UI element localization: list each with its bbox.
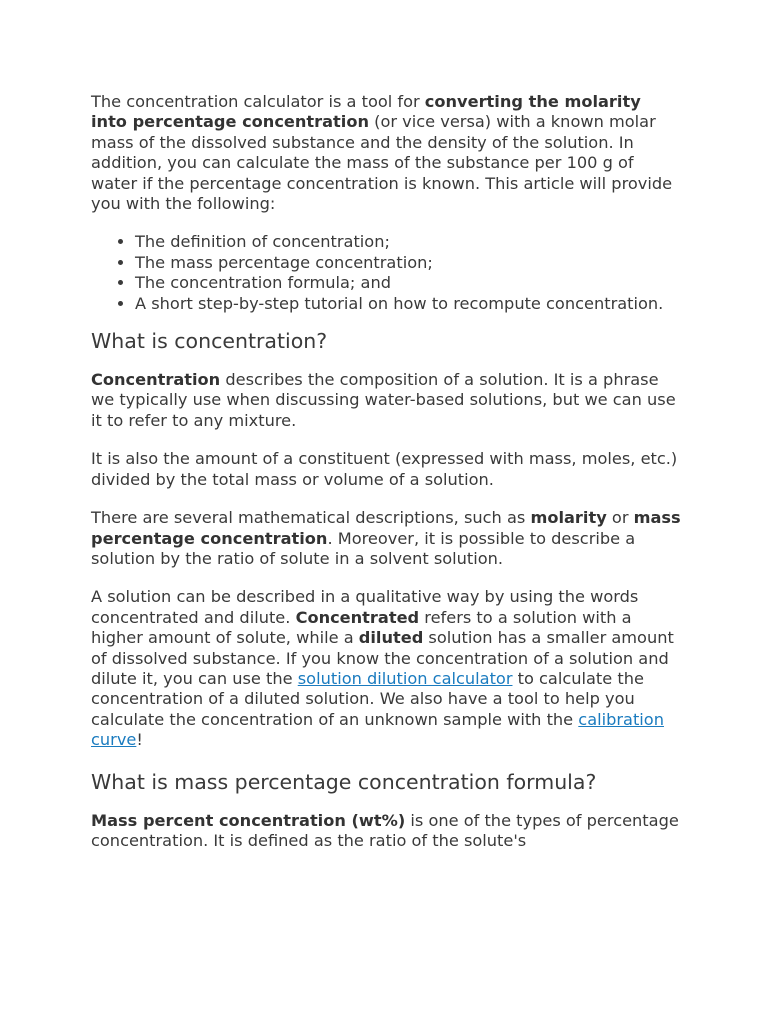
paragraph-constituent: It is also the amount of a constituent (expressed with mass, moles, etc.) divided by the total mass or volume of a solution. bbox=[91, 449, 678, 489]
paragraph-text: . Moreover, it is possible to describe a solution by the ratio of solute in a solvent solution. bbox=[91, 528, 636, 568]
bold-term-molarity: molarity bbox=[530, 508, 607, 528]
list-item: • The definition of concentration; bbox=[135, 232, 681, 252]
paragraph-qualitative bbox=[91, 587, 681, 750]
intro-paragraph bbox=[91, 92, 681, 214]
list-item: • The mass percentage concentration; bbox=[135, 253, 681, 273]
paragraph-concentration-definition bbox=[91, 370, 681, 431]
paragraph-text: ! bbox=[136, 730, 143, 750]
paragraph-text: There are several mathematical descriptions, such as bbox=[91, 508, 531, 528]
paragraph-text: is one of the types of percentage concentration. It is defined as the ratio of the solute's bbox=[91, 810, 679, 850]
paragraph-mathematical-descriptions bbox=[91, 508, 681, 569]
paragraph-mass-percent bbox=[91, 811, 681, 852]
bold-term-mass-percent: Mass percent concentration (wt%) bbox=[91, 810, 406, 830]
paragraph-text: or bbox=[606, 508, 634, 528]
calibration-curve-link[interactable]: calibration curve bbox=[91, 709, 664, 750]
section-heading-concentration: What is concentration? bbox=[91, 329, 328, 354]
intro-text-1: The concentration calculator is a tool for bbox=[91, 92, 425, 111]
paragraph-text: describes the composition of a solution. It is a phrase we typically use when discussing water-based solutions, but we can use it to refer to any mixture. bbox=[91, 370, 676, 430]
paragraph-text: solution has a smaller amount of dissolved substance. If you know the concentration of a solution and dilute it, you can use the bbox=[91, 628, 674, 688]
article-body bbox=[91, 92, 681, 869]
section-heading-mass-percentage: What is mass percentage concentration formula? bbox=[91, 769, 597, 794]
paragraph-text: refers to a solution with a higher amount of solute, while a bbox=[91, 607, 632, 648]
list-item: • A short step-by-step tutorial on how to recompute concentration. bbox=[135, 294, 681, 314]
solution-dilution-calculator-link[interactable]: solution dilution calculator bbox=[297, 668, 513, 688]
intro-bold-1: converting the molarity into percentage concentration bbox=[91, 92, 641, 132]
bold-term-mass-percentage: mass percentage concentration bbox=[91, 508, 681, 548]
bold-term-concentration: Concentration bbox=[91, 370, 221, 390]
paragraph-text: A solution can be described in a qualitative way by using the words concentrated and dilute. bbox=[91, 587, 639, 627]
list-item: • The concentration formula; and bbox=[135, 273, 681, 293]
bold-term-concentrated: Concentrated bbox=[295, 607, 420, 627]
paragraph-text: to calculate the concentration of a diluted solution. We also have a tool to help you calculate the concentration of an unknown sample with the bbox=[91, 668, 644, 729]
bold-term-diluted: diluted bbox=[358, 628, 424, 648]
topics-list bbox=[91, 232, 681, 314]
intro-text-2: (or vice versa) with a known molar mass of the dissolved substance and the density of the solution. In addition, you can calculate the mass of the substance per 100 g of water if the percentage concentration is known. This article will provide you with the following: bbox=[91, 112, 673, 214]
